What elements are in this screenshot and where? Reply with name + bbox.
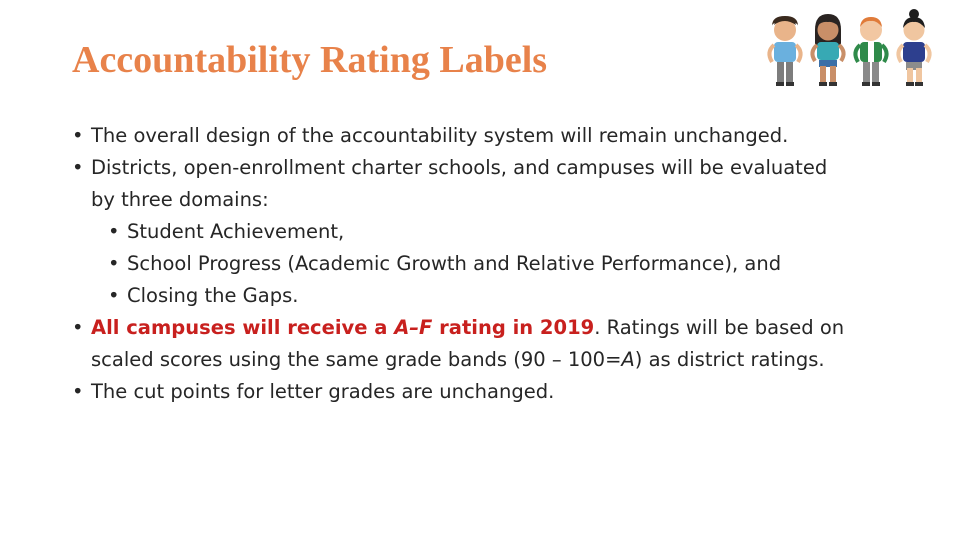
bullet-text-line2: by three domains: (91, 188, 269, 211)
emphasis-text: rating in 2019 (432, 316, 595, 339)
bullet-design-unchanged (72, 120, 932, 152)
bullet-text: Closing the Gaps. (127, 284, 299, 307)
students-illustration (760, 8, 940, 88)
subbullet-closing-gaps (72, 280, 932, 312)
bullet-text-line2 (91, 344, 932, 376)
person-teal-shirt-icon (812, 14, 843, 86)
bullet-glyph: • (72, 380, 84, 403)
bullet-three-domains (72, 152, 932, 216)
bullet-text-line1 (91, 312, 932, 344)
bullet-af-rating (72, 312, 932, 376)
person-navy-bun-icon (898, 9, 929, 86)
slide-title: Accountability Rating Labels (72, 39, 548, 81)
subbullet-student-achievement (72, 216, 932, 248)
italic-grade: A (621, 348, 635, 371)
bullet-text-line1: Districts, open-enrollment charter schools, and campuses will be evaluated (91, 156, 828, 179)
bullet-glyph: • (72, 124, 84, 147)
person-blue-shirt-icon (769, 16, 800, 86)
bullet-glyph: • (108, 284, 120, 307)
bullet-glyph: • (108, 220, 120, 243)
bullet-text: scaled scores using the same grade bands (90 – 100= (91, 348, 622, 371)
bullet-text: The cut points for letter grades are unchanged. (91, 380, 555, 403)
bullet-text: The overall design of the accountability system will remain unchanged. (91, 124, 789, 147)
bullet-glyph: • (72, 156, 84, 179)
bullet-text: ) as district ratings. (634, 348, 825, 371)
person-green-vest-icon (855, 17, 886, 86)
bullet-text: School Progress (Academic Growth and Relative Performance), and (127, 252, 782, 275)
bullet-list (72, 120, 932, 408)
bullet-text: Student Achievement, (127, 220, 345, 243)
emphasis-text: All campuses will receive a (91, 316, 395, 339)
subbullet-school-progress (72, 248, 932, 280)
emphasis-italic-text: A–F (394, 316, 433, 339)
bullet-glyph: • (108, 252, 120, 275)
bullet-cut-points (72, 376, 932, 408)
bullet-text: . Ratings will be based on (594, 316, 845, 339)
bullet-glyph: • (72, 316, 84, 339)
